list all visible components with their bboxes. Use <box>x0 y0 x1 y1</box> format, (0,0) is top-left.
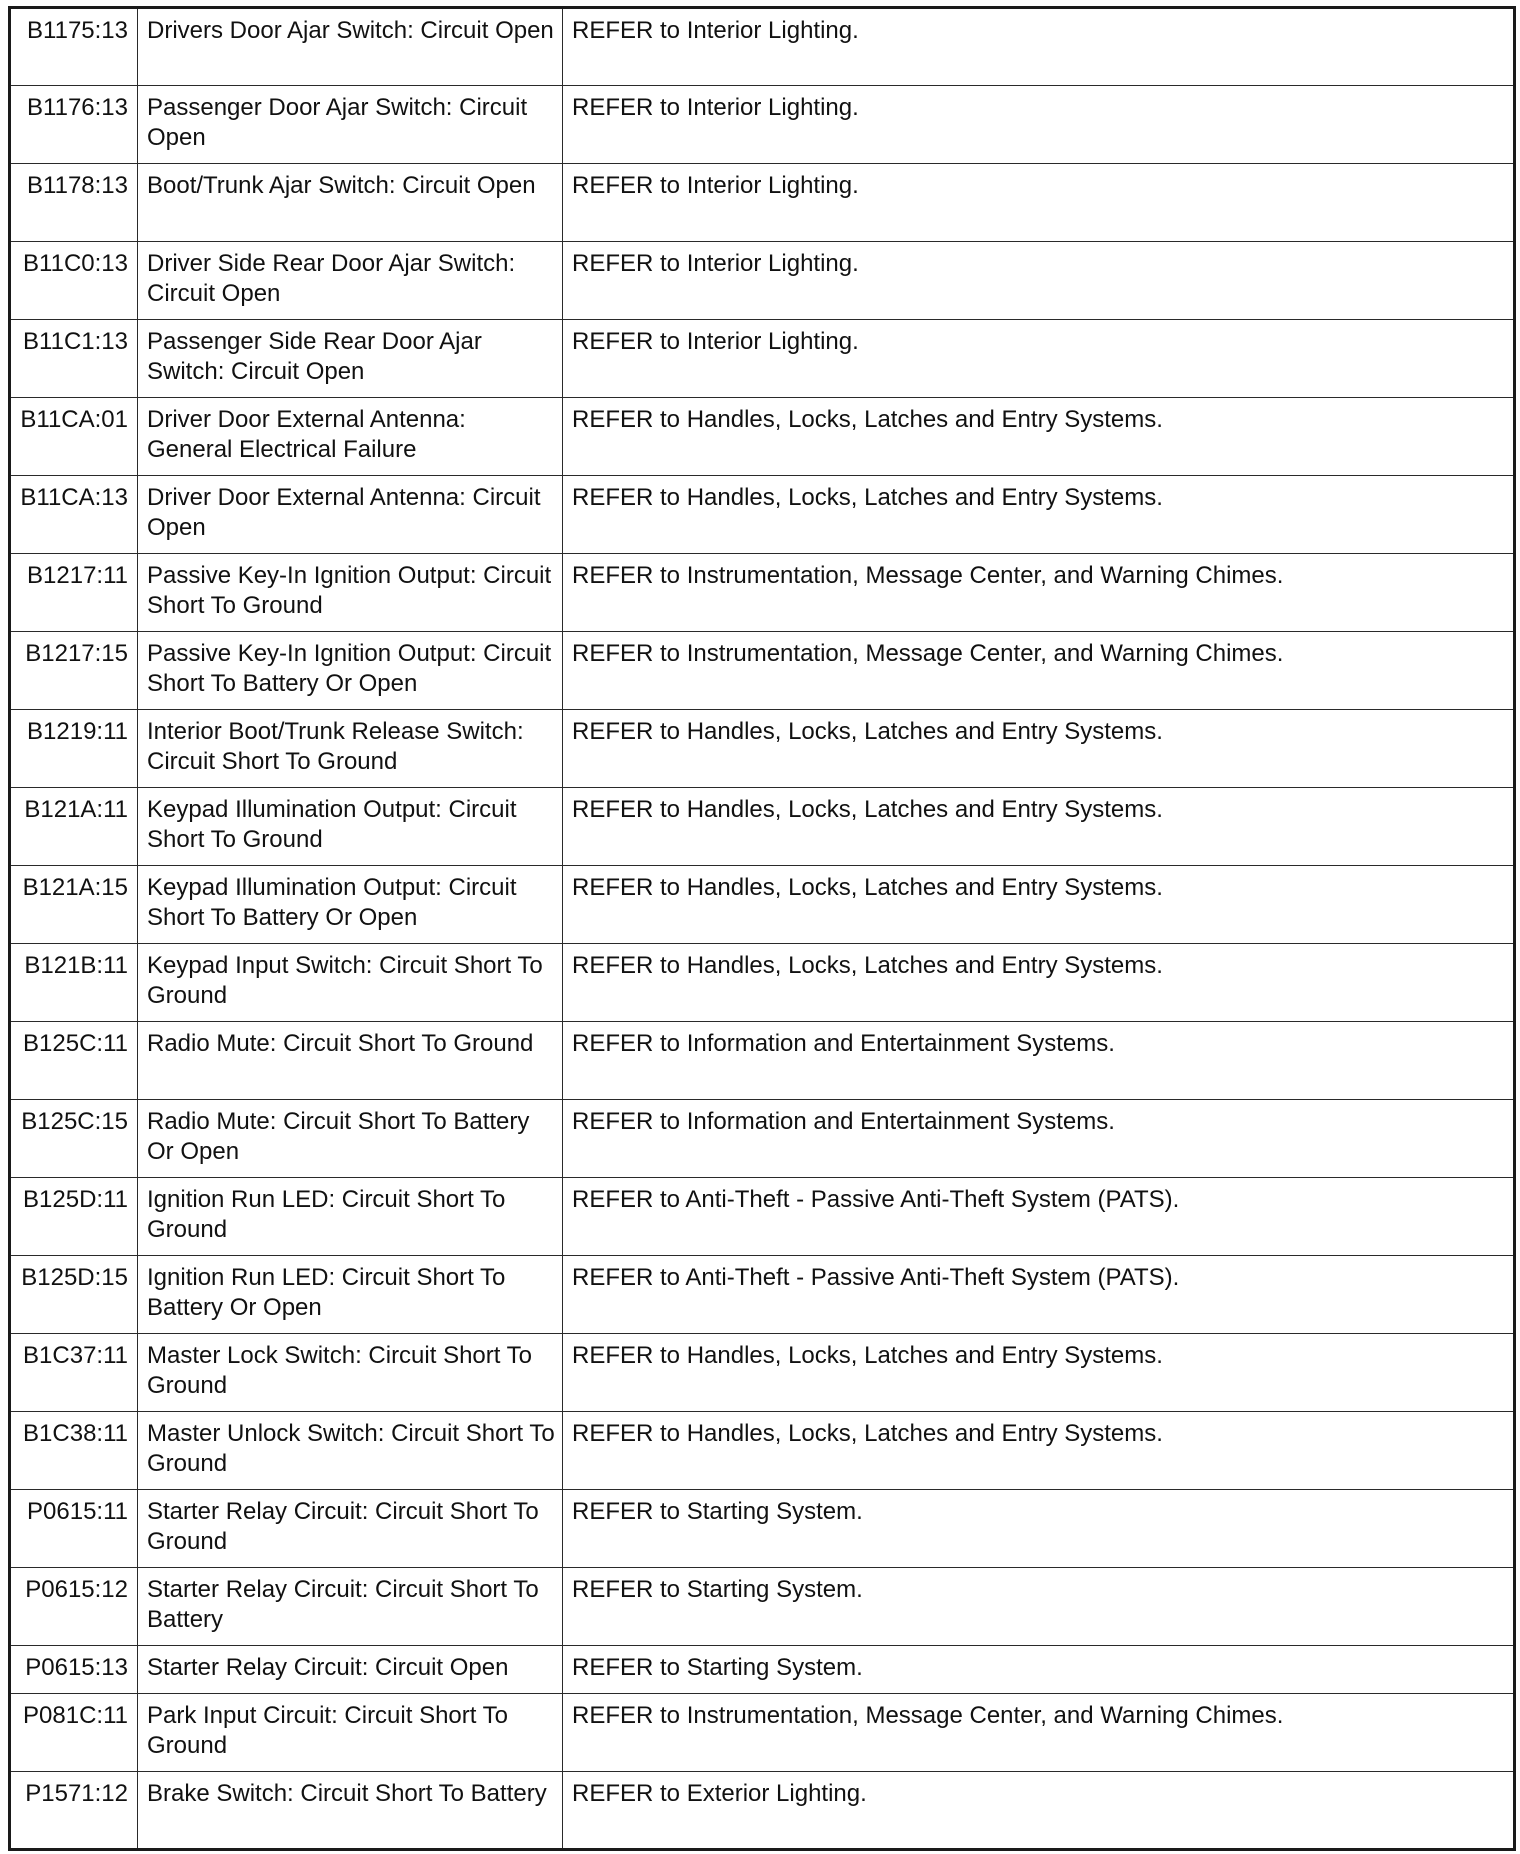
dtc-code: B11CA:01 <box>10 398 138 476</box>
dtc-action: REFER to Instrumentation, Message Center, and Warning Chimes. <box>563 632 1515 710</box>
table-row <box>10 320 1515 398</box>
dtc-description: Radio Mute: Circuit Short To Ground <box>138 1022 563 1100</box>
dtc-code: P0615:12 <box>10 1568 138 1646</box>
dtc-code: P081C:11 <box>10 1694 138 1772</box>
dtc-action: REFER to Information and Entertainment Systems. <box>563 1100 1515 1178</box>
table-row <box>10 1256 1515 1334</box>
dtc-description: Ignition Run LED: Circuit Short To Ground <box>138 1178 563 1256</box>
dtc-description: Passenger Side Rear Door Ajar Switch: Circuit Open <box>138 320 563 398</box>
table-row <box>10 1772 1515 1850</box>
table-row <box>10 86 1515 164</box>
dtc-description: Driver Door External Antenna: Circuit Open <box>138 476 563 554</box>
dtc-code: B121A:11 <box>10 788 138 866</box>
dtc-code: B11CA:13 <box>10 476 138 554</box>
dtc-description: Starter Relay Circuit: Circuit Short To Battery <box>138 1568 563 1646</box>
dtc-code: B1219:11 <box>10 710 138 788</box>
dtc-code: B125D:15 <box>10 1256 138 1334</box>
dtc-code: B1178:13 <box>10 164 138 242</box>
dtc-action: REFER to Interior Lighting. <box>563 242 1515 320</box>
table-row <box>10 1022 1515 1100</box>
dtc-description: Master Lock Switch: Circuit Short To Ground <box>138 1334 563 1412</box>
dtc-action: REFER to Interior Lighting. <box>563 164 1515 242</box>
dtc-code: P0615:11 <box>10 1490 138 1568</box>
table-row <box>10 1694 1515 1772</box>
dtc-description: Passive Key-In Ignition Output: Circuit Short To Ground <box>138 554 563 632</box>
dtc-code: B11C1:13 <box>10 320 138 398</box>
dtc-action: REFER to Handles, Locks, Latches and Entry Systems. <box>563 1334 1515 1412</box>
dtc-action: REFER to Handles, Locks, Latches and Entry Systems. <box>563 476 1515 554</box>
dtc-code: B1C37:11 <box>10 1334 138 1412</box>
table-row <box>10 788 1515 866</box>
table-row <box>10 944 1515 1022</box>
dtc-code: B11C0:13 <box>10 242 138 320</box>
table-row <box>10 1490 1515 1568</box>
dtc-action: REFER to Interior Lighting. <box>563 320 1515 398</box>
table-row <box>10 1178 1515 1256</box>
table-row <box>10 1568 1515 1646</box>
dtc-action: REFER to Handles, Locks, Latches and Entry Systems. <box>563 866 1515 944</box>
dtc-description: Interior Boot/Trunk Release Switch: Circuit Short To Ground <box>138 710 563 788</box>
dtc-description: Master Unlock Switch: Circuit Short To Ground <box>138 1412 563 1490</box>
dtc-code: B1175:13 <box>10 8 138 86</box>
dtc-description: Keypad Input Switch: Circuit Short To Ground <box>138 944 563 1022</box>
dtc-description: Brake Switch: Circuit Short To Battery <box>138 1772 563 1850</box>
dtc-description: Drivers Door Ajar Switch: Circuit Open <box>138 8 563 86</box>
dtc-action: REFER to Interior Lighting. <box>563 8 1515 86</box>
dtc-description: Keypad Illumination Output: Circuit Short To Ground <box>138 788 563 866</box>
dtc-action: REFER to Starting System. <box>563 1568 1515 1646</box>
dtc-action: REFER to Handles, Locks, Latches and Entry Systems. <box>563 944 1515 1022</box>
table-row <box>10 8 1515 86</box>
dtc-code: B1217:15 <box>10 632 138 710</box>
dtc-code: B1217:11 <box>10 554 138 632</box>
dtc-description: Driver Side Rear Door Ajar Switch: Circuit Open <box>138 242 563 320</box>
dtc-action: REFER to Interior Lighting. <box>563 86 1515 164</box>
table-row <box>10 164 1515 242</box>
table-row <box>10 710 1515 788</box>
dtc-action: REFER to Information and Entertainment Systems. <box>563 1022 1515 1100</box>
dtc-description: Driver Door External Antenna: General Electrical Failure <box>138 398 563 476</box>
dtc-action: REFER to Anti-Theft - Passive Anti-Theft System (PATS). <box>563 1178 1515 1256</box>
dtc-description: Starter Relay Circuit: Circuit Short To Ground <box>138 1490 563 1568</box>
dtc-table-body <box>10 8 1515 1850</box>
dtc-action: REFER to Handles, Locks, Latches and Entry Systems. <box>563 710 1515 788</box>
dtc-description: Ignition Run LED: Circuit Short To Battery Or Open <box>138 1256 563 1334</box>
dtc-action: REFER to Starting System. <box>563 1490 1515 1568</box>
dtc-code: B1176:13 <box>10 86 138 164</box>
dtc-code: P0615:13 <box>10 1646 138 1694</box>
dtc-description: Radio Mute: Circuit Short To Battery Or Open <box>138 1100 563 1178</box>
dtc-action: REFER to Handles, Locks, Latches and Entry Systems. <box>563 398 1515 476</box>
dtc-action: REFER to Starting System. <box>563 1646 1515 1694</box>
table-row <box>10 632 1515 710</box>
table-row <box>10 866 1515 944</box>
dtc-description: Park Input Circuit: Circuit Short To Ground <box>138 1694 563 1772</box>
dtc-table <box>8 6 1516 1851</box>
table-row <box>10 242 1515 320</box>
dtc-action: REFER to Exterior Lighting. <box>563 1772 1515 1850</box>
dtc-code: B125C:11 <box>10 1022 138 1100</box>
dtc-code: B121B:11 <box>10 944 138 1022</box>
dtc-description: Passive Key-In Ignition Output: Circuit Short To Battery Or Open <box>138 632 563 710</box>
dtc-code: P1571:12 <box>10 1772 138 1850</box>
dtc-action: REFER to Instrumentation, Message Center, and Warning Chimes. <box>563 554 1515 632</box>
dtc-action: REFER to Handles, Locks, Latches and Entry Systems. <box>563 1412 1515 1490</box>
dtc-action: REFER to Instrumentation, Message Center, and Warning Chimes. <box>563 1694 1515 1772</box>
dtc-description: Keypad Illumination Output: Circuit Short To Battery Or Open <box>138 866 563 944</box>
dtc-description: Passenger Door Ajar Switch: Circuit Open <box>138 86 563 164</box>
table-row <box>10 1334 1515 1412</box>
dtc-code: B121A:15 <box>10 866 138 944</box>
table-row <box>10 1100 1515 1178</box>
dtc-action: REFER to Anti-Theft - Passive Anti-Theft System (PATS). <box>563 1256 1515 1334</box>
table-row <box>10 1412 1515 1490</box>
table-row <box>10 1646 1515 1694</box>
dtc-description: Starter Relay Circuit: Circuit Open <box>138 1646 563 1694</box>
table-row <box>10 554 1515 632</box>
dtc-action: REFER to Handles, Locks, Latches and Entry Systems. <box>563 788 1515 866</box>
dtc-code: B1C38:11 <box>10 1412 138 1490</box>
table-row <box>10 476 1515 554</box>
dtc-description: Boot/Trunk Ajar Switch: Circuit Open <box>138 164 563 242</box>
dtc-code: B125D:11 <box>10 1178 138 1256</box>
dtc-code: B125C:15 <box>10 1100 138 1178</box>
table-row <box>10 398 1515 476</box>
